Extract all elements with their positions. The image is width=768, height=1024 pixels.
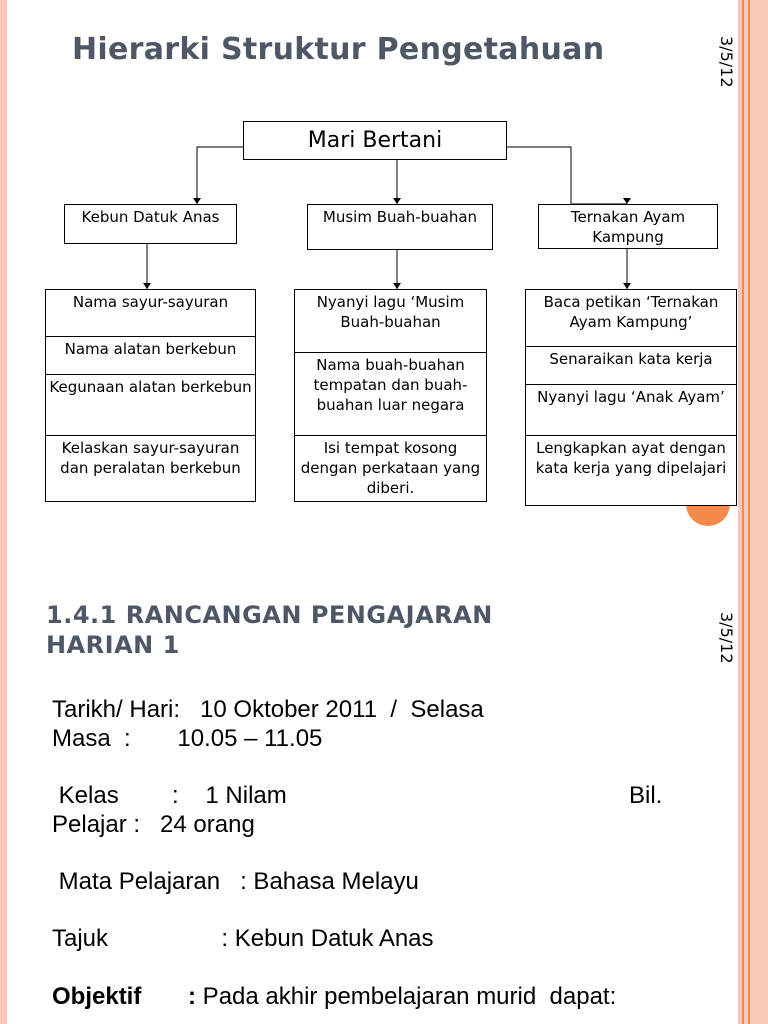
masa-line: Masa : 10.05 – 11.05 [52, 725, 323, 752]
branch-node-kebun: Kebun Datuk Anas [64, 204, 237, 244]
tajuk-line: Tajuk : Kebun Datuk Anas [52, 925, 434, 952]
leaf-node: Nyanyi lagu ‘Anak Ayam’ [525, 384, 737, 436]
objektif-label: Objektif : [52, 983, 197, 1010]
branch-node-ternakan: Ternakan Ayam Kampung [538, 204, 718, 249]
slide1-title: Hierarki Struktur Pengetahuan [72, 32, 605, 67]
branch-node-musim: Musim Buah-buahan [307, 204, 493, 250]
pelajar-line: Pelajar : 24 orang [52, 811, 255, 838]
slide2-title-line1: 1.4.1 RANCANGAN PENGAJARAN [46, 601, 493, 629]
objektif-line [52, 982, 616, 1011]
bil-label: Bil. [629, 782, 663, 809]
slide1-date: 3/5/12 [717, 36, 736, 88]
leaf-node: Kelaskan sayur-sayuran dan peralatan berkebun [45, 435, 256, 502]
leaf-node: Nama buah-buahan tempatan dan buah-buahan luar negara [294, 352, 487, 436]
root-node: Mari Bertani [243, 121, 507, 160]
slide2-date: 3/5/12 [717, 612, 736, 664]
leaf-node: Nama alatan berkebun [45, 336, 256, 375]
mata-pelajaran-line: Mata Pelajaran : Bahasa Melayu [52, 868, 419, 895]
leaf-node: Isi tempat kosong dengan perkataan yang diberi. [294, 435, 487, 502]
objektif-text: Pada akhir pembelajaran murid dapat: [196, 983, 617, 1010]
leaf-node: Nama sayur-sayuran [45, 289, 256, 337]
leaf-node: Kegunaan alatan berkebun [45, 374, 256, 436]
leaf-node: Nyanyi lagu ‘Musim Buah-buahan [294, 289, 487, 353]
kelas-line: Kelas : 1 Nilam [52, 782, 287, 809]
tarikh-line: Tarikh/ Hari: 10 Oktober 2011 / Selasa [52, 696, 484, 723]
leaf-node: Senaraikan kata kerja [525, 346, 737, 385]
leaf-node: Baca petikan ‘Ternakan Ayam Kampung’ [525, 289, 737, 347]
leaf-node: Lengkapkan ayat dengan kata kerja yang dipelajari [525, 435, 737, 506]
slide2-title [46, 600, 493, 660]
slide2-title-line2: HARIAN 1 [46, 631, 180, 659]
